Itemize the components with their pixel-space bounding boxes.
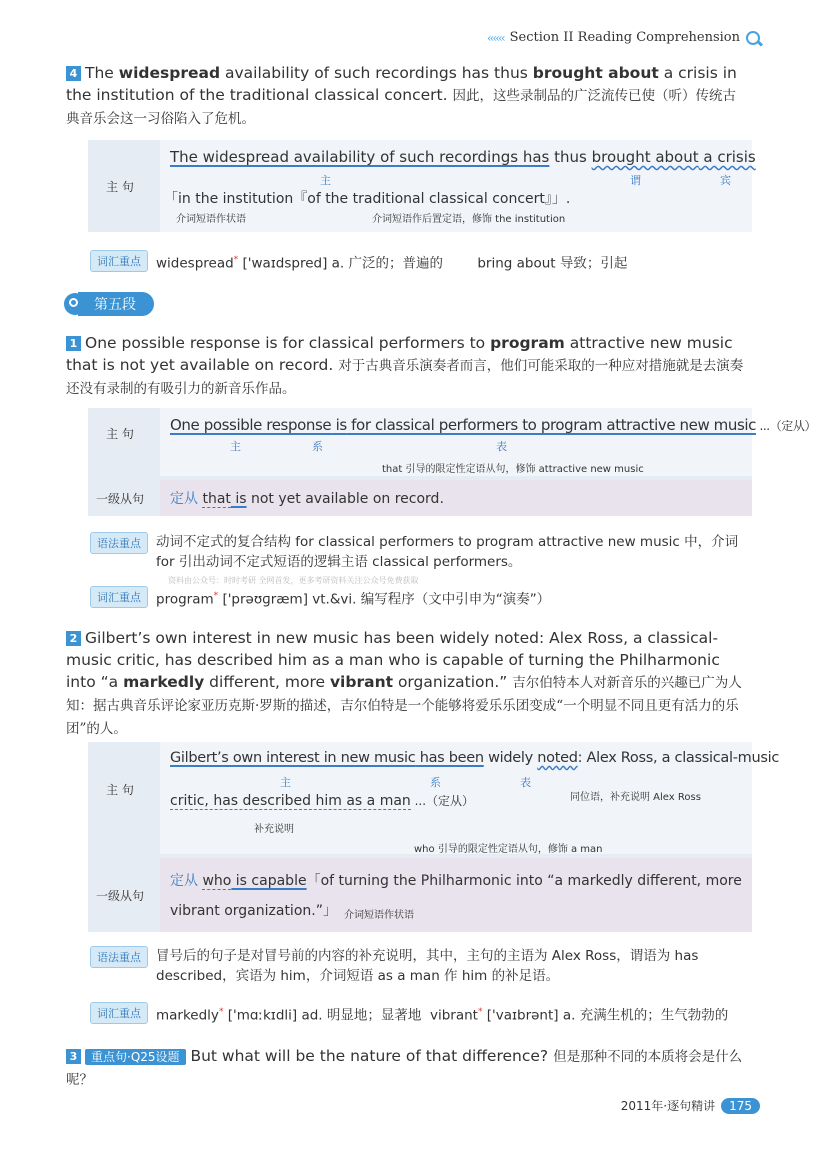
sentence-3: 3 重点句·Q25设题 But what will be the nature of that difference? 但是那种不同的本质将会是什么呢？ [66,1047,743,1088]
vocab-point-3: 词汇重点 markedly* ['mɑːkɪdli] ad. 明显地；显著地 vibrant* ['vaɪbrənt] a. 充满生机的；生气勃勃的 [90,1002,728,1026]
page-footer: 2011年·逐句精讲 175 [621,1097,760,1114]
tag-object: 宾 [720,174,731,187]
vocab-point-2: 词汇重点 program* ['prəʊɡræm] vt.&vi. 编写程序（文中引申为“演奏”） [90,586,550,610]
analysis-box-main-clause [88,140,756,232]
vocab-point-1: 词汇重点 widespread* ['waɪdspred] a. 广泛的；普遍的 bring about 导致；引起 [90,250,627,274]
section-title-5: 第五段 [78,292,154,316]
tag-predicate: 谓 [630,174,641,187]
analysis-box-3: 主 句 一级从句 Gilbert’s own interest in new music has been widely noted: Alex Ross, a classical-music 主 系 表 同位语，补充说明 Alex Ross critic, has described him as a man ...（定从） 补充说明 who 引导的限定性定语从句，修饰 a man 定从 who is capable「of turning the Philharmonic into “a markedly different, more vibrant organization.”」 介词短语作状语 [88,742,752,932]
note-adverbial: 介词短语作状语 [176,214,246,225]
clause-line-2: 「in the institution『of the traditional classical concert』」. [164,191,571,207]
section-title: Section II Reading Comprehension [509,30,740,45]
clause-line-1: The widespread availability of such recordings has thus brought about a crisis [170,148,756,166]
sub-clause-line: 定从 that is not yet available on record. [170,491,444,507]
arrows-icon: ‹‹‹‹‹‹ [486,30,504,45]
magnifier-icon [746,31,760,45]
sentence-4: 4 The widespread availability of such recordings has thus brought about a crisis in the institution of the traditional classical concert. 因此，这些录制品的广泛流传已使（听）传统古典音乐会这一习俗陷入了危机。 [66,64,737,127]
grammar-point-1: 语法重点 动词不定式的复合结构 for classical performers to program attractive new music 中，介词 for 引出动词不定式短语的逻辑主语 classical performers。 [90,532,742,572]
sentence-number: 4 [66,66,81,81]
section-heading [64,292,154,316]
clause-line: One possible response is for classical performers to program attractive new music ...（定从） [170,416,816,434]
main-clause-label: 主 句 [106,179,134,194]
sentence-translation: 因此，这些录制品的广泛流传已使（听）传统古典音乐会这一习俗陷入了危机。 [66,88,736,127]
vocab-badge: 词汇重点 [90,250,148,272]
sentence-2: 2 Gilbert’s own interest in new music has been widely noted: Alex Ross, a classical-music critic, has described him as a man who is capable of turning the Philharmonic into “a markedly different, more vibrant organization.” 吉尔伯特本人对新音乐的兴趣已广为人知：据古典音乐评论家亚历克斯·罗斯的描述，吉尔伯特是一个能够将爱乐乐团变成“一个明显不同且更有活力的乐团”的人。 [66,629,742,737]
analysis-box-2: 主 句 一级从句 One possible response is for classical performers to program attractive new music ...（定从） 主 系 表 that 引导的限定性定语从句，修饰 attractive new music 定从 that is not yet available on record. [88,408,752,516]
tag-subject: 主 [320,174,331,187]
sentence-1: 1 One possible response is for classical performers to program attractive new music that is not yet available on record. 对于古典音乐演奏者而言，他们可能采取的一种应对措施就是去演奏还没有录制的有吸引力的新音乐作品。 [66,334,744,397]
search-icon [64,293,86,315]
page-number: 175 [721,1098,760,1114]
watermark: 资料由公众号：时时考研 全网首发，更多考研资料关注公众号免费获取 [168,576,419,585]
grammar-point-2: 语法重点 冒号后的句子是对冒号前的内容的补充说明，其中，主句的主语为 Alex Ross，谓语为 has described，宾语为 him，介词短语 as a man 作 him 的补足语。 [90,946,742,986]
key-question-flag: 重点句·Q25设题 [85,1049,186,1065]
running-header [487,30,760,45]
note-postmodifier: 介词短语作后置定语，修饰 the institution [372,214,566,225]
